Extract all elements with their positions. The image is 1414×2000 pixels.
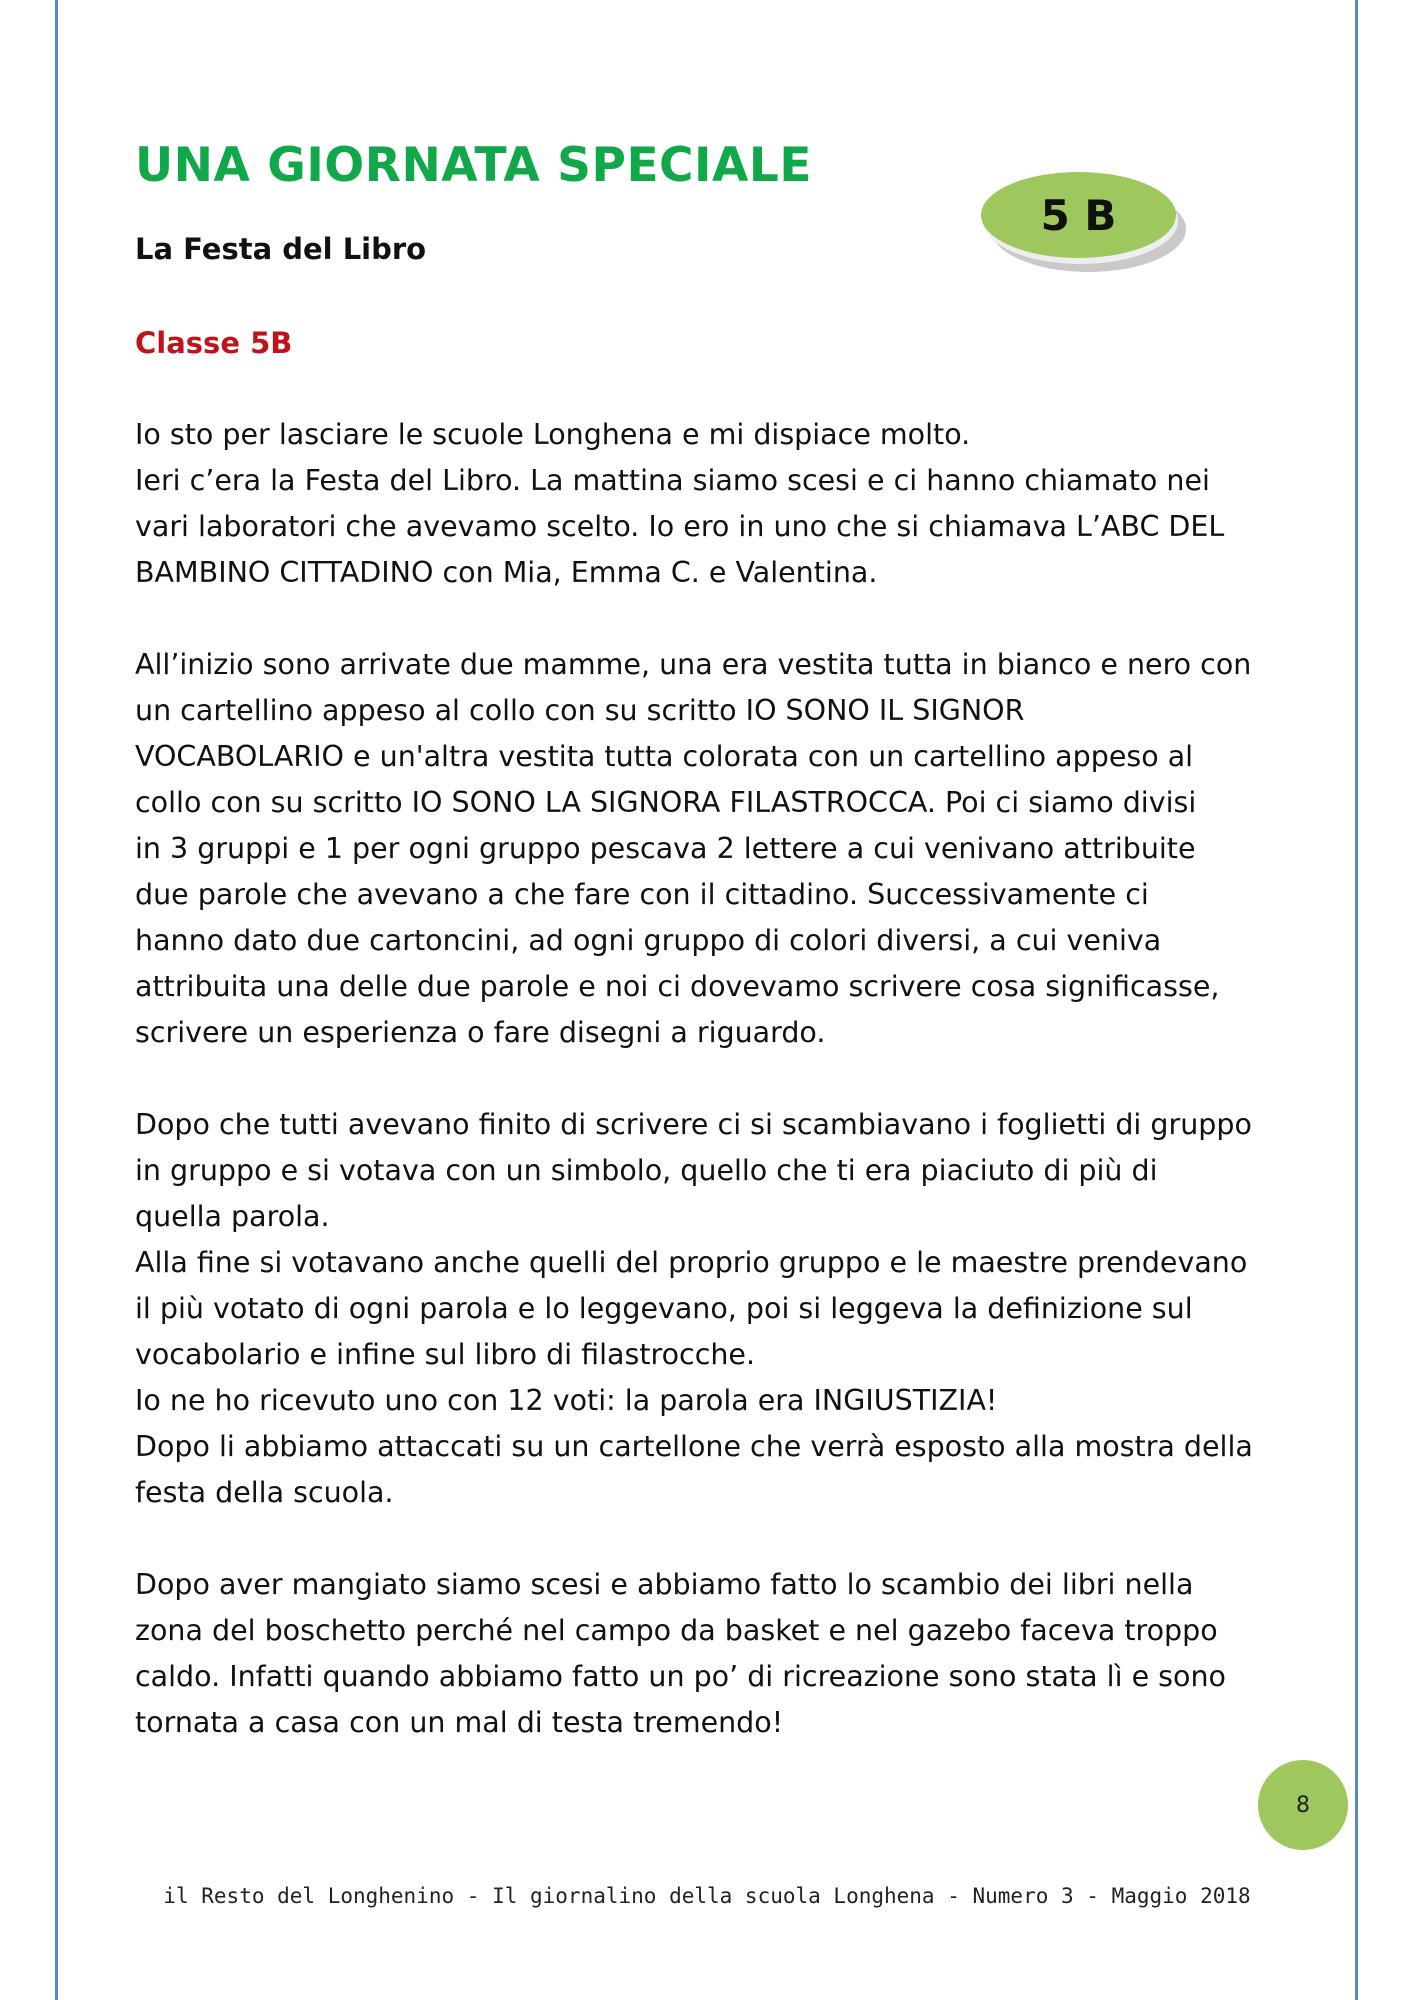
paragraph-3	[135, 1102, 1305, 1516]
text-line: due parole che avevano a che fare con il cittadino. Successivamente ci	[135, 878, 1149, 911]
text-line: in gruppo e si votava con un simbolo, quello che ti era piaciuto di più di	[135, 1154, 1158, 1187]
text-line: Alla fine si votavano anche quelli del proprio gruppo e le maestre prendevano	[135, 1246, 1248, 1279]
text-line: BAMBINO CITTADINO con Mia, Emma C. e Valentina.	[135, 556, 878, 589]
text-line: scrivere un esperienza o fare disegni a riguardo.	[135, 1016, 826, 1049]
article-subtitle: La Festa del Libro	[135, 232, 427, 266]
text-line: All’inizio sono arrivate due mamme, una era vestita tutta in bianco e nero con	[135, 648, 1252, 681]
paragraph-2	[135, 642, 1305, 1056]
text-line: in 3 gruppi e 1 per ogni gruppo pescava 2 lettere a cui venivano attribuite	[135, 832, 1196, 865]
text-line: zona del boschetto perché nel campo da basket e nel gazebo faceva troppo	[135, 1614, 1218, 1647]
paragraph-1	[135, 412, 1305, 596]
left-border-line	[55, 0, 58, 2000]
class-badge	[981, 172, 1186, 272]
text-line: il più votato di ogni parola e lo leggevano, poi si leggeva la definizione sul	[135, 1292, 1193, 1325]
text-line: vari laboratori che avevamo scelto. Io ero in uno che si chiamava L’ABC DEL	[135, 510, 1225, 543]
article-body	[135, 412, 1305, 1792]
badge-label: 5 B	[981, 172, 1176, 258]
text-line: caldo. Infatti quando abbiamo fatto un po’ di ricreazione sono stata lì e sono	[135, 1660, 1226, 1693]
text-line: hanno dato due cartoncini, ad ogni gruppo di colori diversi, a cui veniva	[135, 924, 1162, 957]
paragraph-4	[135, 1562, 1305, 1746]
right-border-line	[1355, 0, 1358, 2000]
text-line: Dopo che tutti avevano finito di scrivere ci si scambiavano i foglietti di gruppo	[135, 1108, 1252, 1141]
article-title: UNA GIORNATA SPECIALE	[135, 138, 812, 193]
text-line: Dopo aver mangiato siamo scesi e abbiamo fatto lo scambio dei libri nella	[135, 1568, 1194, 1601]
text-line: un cartellino appeso al collo con su scritto IO SONO IL SIGNOR	[135, 694, 1025, 727]
page-number-badge: 8	[1258, 1760, 1348, 1850]
text-line: Dopo li abbiamo attaccati su un cartellone che verrà esposto alla mostra della	[135, 1430, 1253, 1463]
class-label: Classe 5B	[135, 326, 293, 360]
text-line: Io sto per lasciare le scuole Longhena e mi dispiace molto.	[135, 418, 971, 451]
page-footer: il Resto del Longhenino - Il giornalino della scuola Longhena - Numero 3 - Maggio 2018	[163, 1884, 1251, 1908]
text-line: vocabolario e infine sul libro di filastrocche.	[135, 1338, 756, 1371]
text-line: festa della scuola.	[135, 1476, 394, 1509]
text-line: attribuita una delle due parole e noi ci dovevamo scrivere cosa significasse,	[135, 970, 1220, 1003]
text-line: Io ne ho ricevuto uno con 12 voti: la parola era INGIUSTIZIA!	[135, 1384, 998, 1417]
text-line: Ieri c’era la Festa del Libro. La mattina siamo scesi e ci hanno chiamato nei	[135, 464, 1210, 497]
text-line: quella parola.	[135, 1200, 330, 1233]
text-line: collo con su scritto IO SONO LA SIGNORA FILASTROCCA. Poi ci siamo divisi	[135, 786, 1197, 819]
text-line: VOCABOLARIO e un'altra vestita tutta colorata con un cartellino appeso al	[135, 740, 1194, 773]
text-line: tornata a casa con un mal di testa tremendo!	[135, 1706, 784, 1739]
